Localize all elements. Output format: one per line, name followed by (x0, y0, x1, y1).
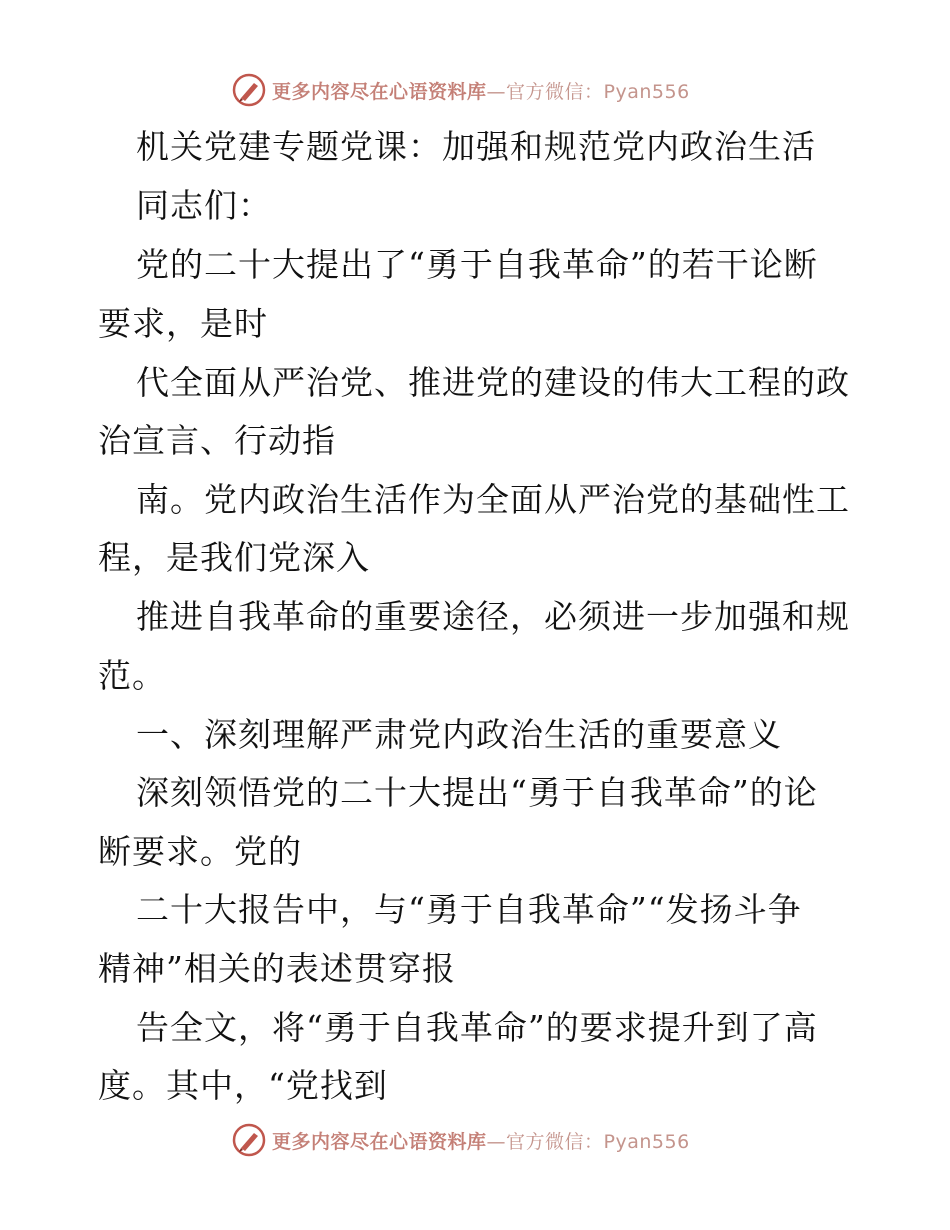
text-line: 度。其中，“党找到 (98, 1066, 388, 1105)
watermark-text (272, 77, 690, 104)
pen-logo-icon (232, 73, 266, 107)
text-line: 同志们： (136, 186, 272, 225)
watermark-dash: — (486, 80, 507, 103)
text-line: 要求，是时 (98, 304, 268, 343)
section-heading: 一、深刻理解严肃党内政治生活的重要意义 (136, 715, 782, 754)
watermark-dash: — (486, 1130, 507, 1153)
text-line: 推进自我革命的重要途径，必须进一步加强和规 (136, 597, 850, 636)
footer-watermark (232, 1120, 752, 1160)
text-line: 精神”相关的表述贯穿报 (98, 949, 456, 988)
text-line: 治宣言、行动指 (98, 421, 336, 460)
text-line: 范。 (98, 656, 166, 695)
text-line: 断要求。党的 (98, 832, 302, 871)
watermark-text (272, 1127, 690, 1154)
watermark-wechat-id: Pyan556 (603, 80, 690, 103)
text-line: 南。党内政治生活作为全面从严治党的基础性工 (136, 480, 850, 519)
text-line: 深刻领悟党的二十大提出“勇于自我革命”的论 (136, 773, 818, 812)
watermark-official-label: 官方微信： (506, 1130, 604, 1153)
watermark-main-text: 更多内容尽在心语资料库 (272, 80, 487, 103)
document-title: 机关党建专题党课：加强和规范党内政治生活 (136, 127, 816, 166)
watermark-wechat-id: Pyan556 (603, 1130, 690, 1153)
text-line: 程，是我们党深入 (98, 538, 370, 577)
text-line: 党的二十大提出了“勇于自我革命”的若干论断 (136, 245, 818, 284)
header-watermark (232, 70, 752, 110)
pen-logo-icon (232, 1123, 266, 1157)
text-line: 二十大报告中，与“勇于自我革命”“发扬斗争 (136, 890, 802, 929)
watermark-main-text: 更多内容尽在心语资料库 (272, 1130, 487, 1153)
text-line: 代全面从严治党、推进党的建设的伟大工程的政 (136, 363, 850, 402)
watermark-official-label: 官方微信： (506, 80, 604, 103)
text-line: 告全文，将“勇于自我革命”的要求提升到了高 (136, 1008, 818, 1047)
